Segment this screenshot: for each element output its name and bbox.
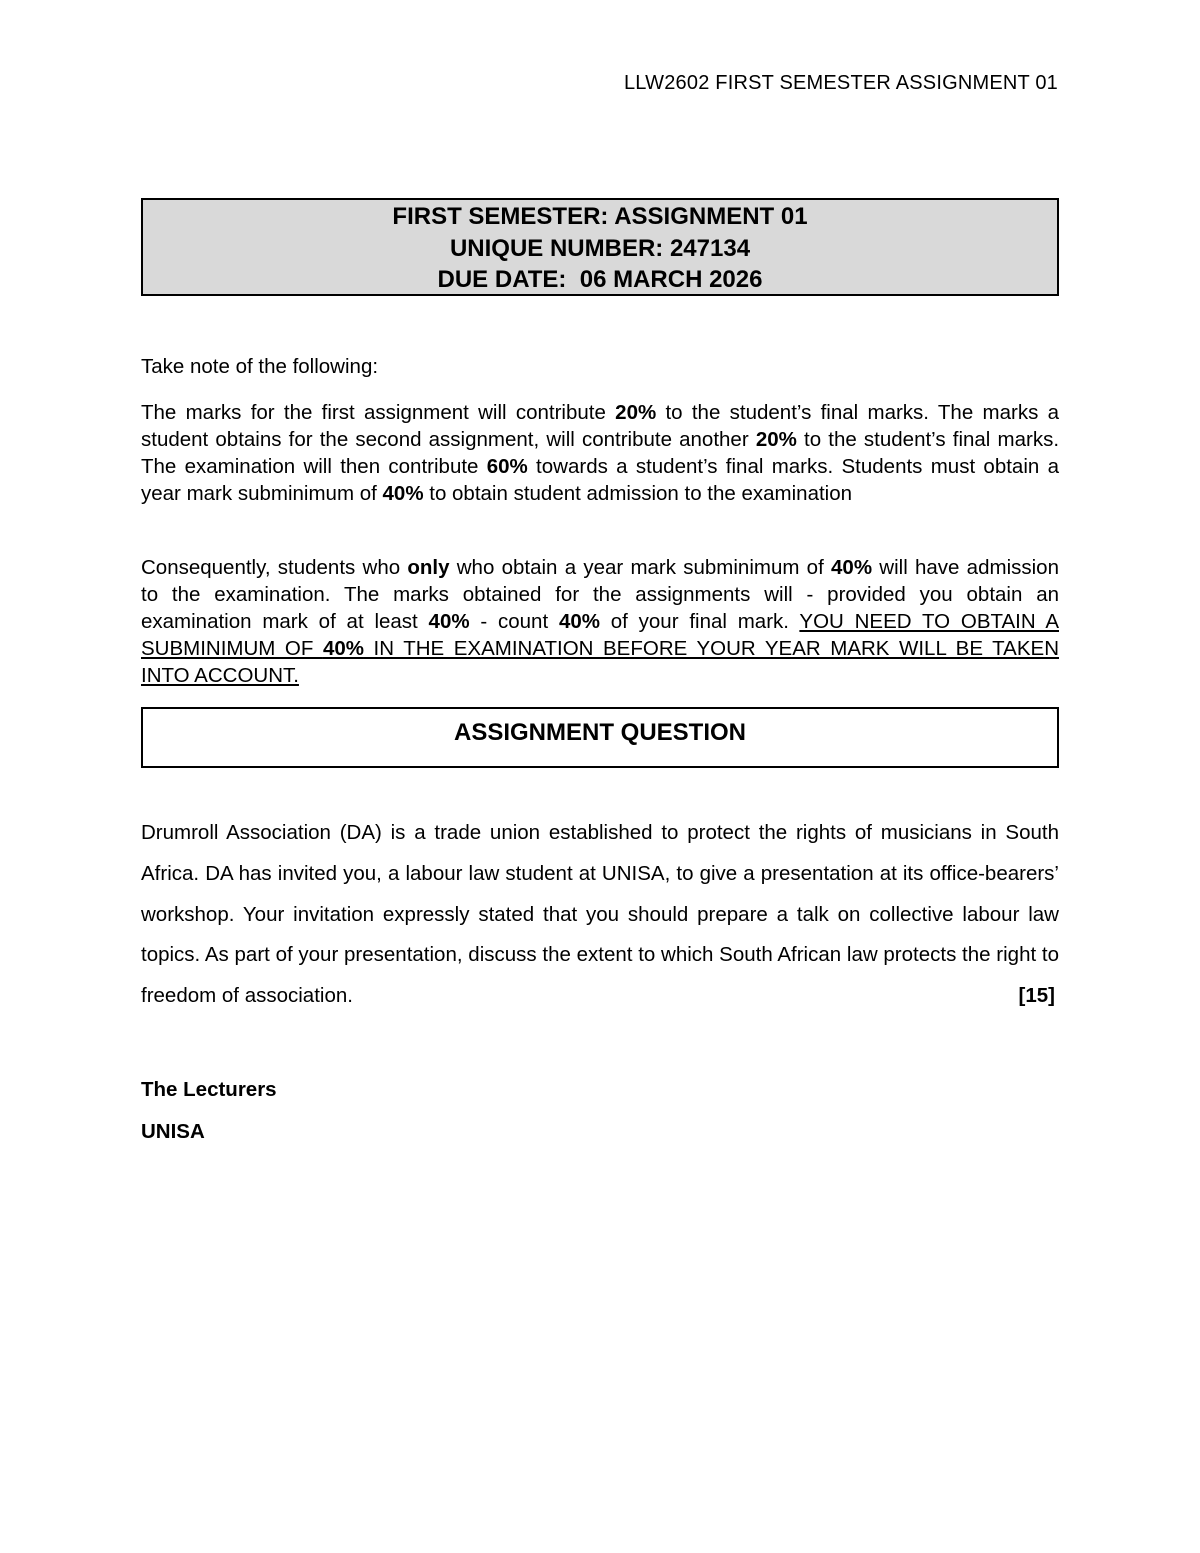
para2-text-2: who obtain a year mark subminimum of — [449, 556, 832, 579]
para1-text-4: towards a student’s final marks. Students must obtain a year mark subminimum of — [141, 455, 1059, 505]
signature-lecturers: The Lecturers — [141, 1078, 277, 1101]
para1-text-5: to obtain student admission to the examination — [423, 482, 853, 505]
question-body: Drumroll Association (DA) is a trade union established to protect the rights of musicians in South Africa. DA has invited you, a labour law student at UNISA, to give a presentation at its office-bearers’ workshop. Your invitation expressly stated that you should prepare a talk on collective labour law topics. As part of your presentation, discuss the extent to which South African law protects the right to freedom of association. — [141, 821, 1059, 1008]
para2-bold-2: 40% — [831, 556, 873, 579]
para1-text-1: The marks for the first assignment will contribute — [141, 401, 616, 424]
para2-bold-1: only — [407, 556, 450, 579]
para2-text-3: will have admission to the examination. The marks obtained for the assignments will - provided you obtain an examination mark of at least — [141, 556, 1059, 633]
assignment-title-box — [141, 198, 1059, 296]
para2-text-1: Consequently, students who — [141, 556, 408, 579]
para1-bold-3: 60% — [486, 455, 528, 478]
admission-paragraph — [141, 554, 1059, 689]
para2-underlined-1: YOU NEED TO OBTAIN A SUBMINIMUM OF — [141, 610, 1059, 660]
para2-text-4: - count — [469, 610, 559, 633]
para2-underlined-bold: 40% — [322, 637, 364, 660]
para1-text-3: to the student’s final marks. The examination will then contribute — [141, 428, 1060, 478]
marks-contribution-paragraph — [141, 399, 1059, 507]
question-marks: [15] — [1018, 984, 1055, 1008]
running-header: LLW2602 FIRST SEMESTER ASSIGNMENT 01 — [623, 72, 1058, 94]
para1-bold-1: 20% — [615, 401, 657, 424]
para2-bold-4: 40% — [558, 610, 600, 633]
para1-text-2: to the student’s final marks. The marks a student obtains for the second assignment, will contribute another — [141, 401, 1060, 451]
signature-institution: UNISA — [141, 1120, 205, 1143]
para1-bold-4: 40% — [382, 482, 424, 505]
para2-text-5: of your final mark. — [599, 610, 800, 633]
assignment-question-text — [141, 813, 1059, 1017]
title-line-unique-number: UNIQUE NUMBER: 247134 — [449, 234, 751, 262]
para2-underlined-2: IN THE EXAMINATION BEFORE YOUR YEAR MARK WILL BE TAKEN INTO ACCOUNT. — [141, 637, 1059, 687]
para2-bold-3: 40% — [428, 610, 470, 633]
title-line-due-date: DUE DATE: 06 MARCH 2026 — [437, 266, 763, 293]
para1-bold-2: 20% — [755, 428, 797, 451]
title-line-semester: FIRST SEMESTER: ASSIGNMENT 01 — [392, 203, 808, 230]
notes-intro: Take note of the following: — [141, 355, 379, 378]
assignment-question-heading: ASSIGNMENT QUESTION — [141, 707, 1059, 768]
